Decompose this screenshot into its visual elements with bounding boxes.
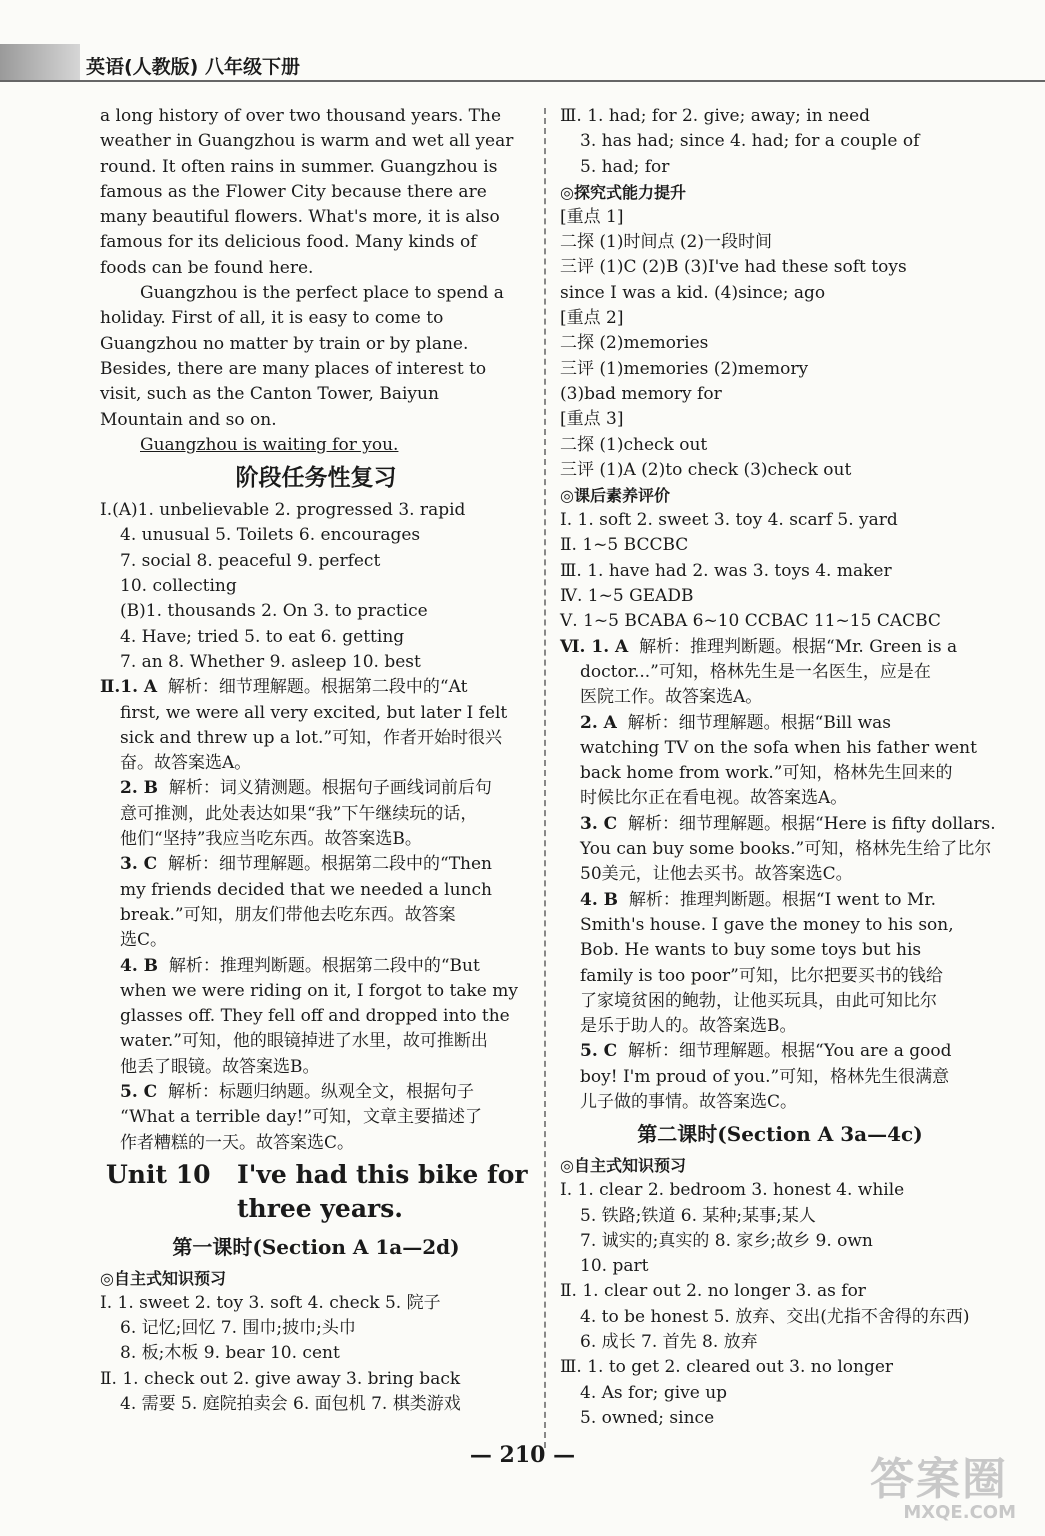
answer-line: [重点 2]: [560, 308, 624, 329]
analysis-text: 医院工作。故答案选A。: [580, 687, 763, 708]
analysis-text: 选C。: [120, 930, 168, 951]
story-passage: [100, 104, 532, 458]
unit-title: I've had this bike for: [237, 1159, 528, 1189]
analysis-text: glasses off. They fell off and dropped into the: [120, 1006, 510, 1027]
section-heading: ◎自主式知识预习: [560, 1156, 686, 1176]
right-column: [560, 104, 1000, 1431]
story-line: Guangzhou is the perfect place to spend a: [140, 283, 504, 304]
watermark-url: MXQE.COM: [903, 1502, 1016, 1523]
analysis-text: back home from work.”可知，格林先生回来的: [580, 763, 953, 784]
explore-answers: [560, 205, 1000, 483]
answer-line: Ⅱ. 1. check out 2. give away 3. bring back: [100, 1368, 461, 1389]
question-label: Ⅵ. 1. A: [560, 636, 629, 657]
answer-line: 10. collecting: [120, 576, 237, 597]
question-label: 2. A: [580, 712, 617, 733]
left-column: [100, 104, 532, 1417]
question-label: 5. C: [120, 1081, 158, 1102]
unit-heading: [100, 1156, 532, 1228]
answer-line: Ⅲ. 1. had; for 2. give; away; in need: [560, 106, 871, 126]
top-answers: [560, 104, 1000, 180]
analysis-text: sick and threw up a lot.”可知，作者开始时很兴: [120, 727, 503, 748]
answer-line: 7. an 8. Whether 9. asleep 10. best: [120, 651, 421, 672]
analysis-text: 是乐于助人的。故答案选B。: [580, 1016, 797, 1037]
unit-number: Unit 10: [106, 1159, 211, 1189]
section-heading: ◎自主式知识预习: [100, 1268, 226, 1288]
analysis-text: 作者糟糕的一天。故答案选C。: [120, 1132, 355, 1153]
analysis-text: 解析：词义猜测题。根据句子画线词前后句: [168, 778, 492, 799]
answer-line: 10. part: [580, 1256, 649, 1277]
analysis-text: 解析：细节理解题。根据“You are a good: [628, 1041, 952, 1062]
question-label: 3. C: [580, 813, 618, 834]
analysis-text: “What a terrible day!”可知，文章主要描述了: [120, 1107, 483, 1128]
header-title: 英语(人教版) 八年级下册: [86, 56, 300, 78]
answer-line: 6. 记忆;回忆 7. 围巾;披巾;头巾: [120, 1318, 356, 1339]
answer-line: Ⅰ. 1. sweet 2. toy 3. soft 4. check 5. 院子: [100, 1292, 441, 1313]
question-label: 4. B: [580, 889, 619, 910]
story-line: weather in Guangzhou is warm and wet all year: [100, 131, 514, 152]
story-line: famous as the Flower City because there are: [100, 181, 487, 202]
answer-line: Ⅰ. 1. clear 2. bedroom 3. honest 4. while: [560, 1180, 905, 1201]
analysis-text: 儿子做的事情。故答案选C。: [580, 1091, 798, 1112]
analysis-text: 解析：推理判断题。根据“Mr. Green is a: [639, 636, 958, 657]
analysis-text: 了家境贫困的鲍勃，让他买玩具，由此可知比尔: [580, 990, 937, 1011]
analysis-text: boy! I'm proud of you.”可知，格林先生很满意: [580, 1066, 950, 1087]
answer-line: Ⅱ. 1~5 BCCBC: [560, 535, 689, 556]
answer-line: 二探 (2)memories: [560, 333, 709, 354]
answer-line: 三评 (1)memories (2)memory: [560, 358, 809, 379]
analysis-block: [100, 675, 532, 1156]
analysis-text: doctor...”可知，格林先生是一名医生，应是在: [580, 661, 931, 682]
story-line: holiday. First of all, it is easy to come to: [100, 308, 444, 329]
analysis-text: 解析：推理判断题。根据第二段中的“But: [168, 955, 480, 976]
answer-line: (B)1. thousands 2. On 3. to practice: [120, 601, 428, 622]
analysis-text: Smith's house. I gave the money to his son,: [580, 914, 954, 935]
answer-line: 5. had; for: [580, 156, 670, 177]
answer-line: since I was a kid. (4)since; ago: [560, 282, 826, 303]
answer-line: 4. 需要 5. 庭院拍卖会 6. 面包机 7. 棋类游戏: [120, 1394, 461, 1415]
preview-answers: [560, 1178, 1000, 1431]
story-line: famous for its delicious food. Many kinds of: [100, 232, 477, 253]
analysis-text: when we were riding on it, I forgot to take my: [120, 980, 518, 1001]
analysis-text: 他丢了眼镜。故答案选B。: [120, 1056, 320, 1077]
header-rule: [0, 80, 1045, 82]
analysis-text: 解析：标题归纳题。纵观全文，根据句子: [168, 1081, 475, 1102]
question-label: Ⅱ.1. A: [100, 677, 158, 698]
answer-line: 4. to be honest 5. 放弃、交出(尤指不舍得的东西): [580, 1306, 970, 1327]
answer-line: 5. owned; since: [580, 1407, 715, 1428]
answer-line: [重点 1]: [560, 206, 624, 227]
story-closing-line: Guangzhou is waiting for you.: [140, 434, 399, 455]
question-label: 3. C: [120, 854, 158, 875]
review-answers: [100, 498, 532, 675]
analysis-text: 50美元，让他去买书。故答案选C。: [580, 864, 853, 885]
answer-line: Ⅲ. 1. to get 2. cleared out 3. no longer: [560, 1357, 894, 1378]
answer-line: 5. 铁路;铁道 6. 某种;某事;某人: [580, 1205, 816, 1226]
answer-line: Ⅴ. 1~5 BCABA 6~10 CCBAC 11~15 CACBC: [560, 611, 941, 632]
analysis-text: 解析：推理判断题。根据“I went to Mr.: [628, 889, 937, 910]
story-line: round. It often rains in summer. Guangzhou is: [100, 156, 498, 177]
lesson-title: 第二课时(Section A 3a—4c): [637, 1122, 923, 1147]
analysis-text: 奋。故答案选A。: [120, 753, 252, 774]
watermark-text: 答案圈: [870, 1454, 1008, 1505]
answer-line: 8. 板;木板 9. bear 10. cent: [120, 1343, 340, 1364]
story-line: a long history of over two thousand years. The: [100, 106, 502, 126]
unit-title: three years.: [237, 1193, 403, 1223]
answer-line: Ⅱ. 1. clear out 2. no longer 3. as for: [560, 1281, 866, 1302]
story-line: Mountain and so on.: [100, 409, 277, 430]
section-heading: ◎探究式能力提升: [560, 182, 686, 202]
answer-line: 3. has had; since 4. had; for a couple of: [580, 131, 920, 152]
question-label: 2. B: [120, 778, 159, 799]
review-title: 阶段任务性复习: [235, 464, 397, 492]
analysis-text: You can buy some books.”可知，格林先生给了比尔: [580, 839, 992, 860]
page-number: — 210 —: [469, 1442, 576, 1468]
question-label: 4. B: [120, 955, 159, 976]
analysis-text: 时候比尔正在看电视。故答案选A。: [580, 788, 848, 809]
story-line: Besides, there are many places of interest to: [100, 358, 487, 379]
answer-line: 7. 诚实的;真实的 8. 家乡;故乡 9. own: [580, 1230, 873, 1251]
analysis-text: 解析：细节理解题。根据“Here is fifty dollars.: [628, 813, 996, 834]
after-answers: [560, 508, 1000, 634]
answer-line: Ⅰ.(A)1. unbelievable 2. progressed 3. rapid: [100, 500, 466, 521]
analysis-text: 解析：细节理解题。根据“Bill was: [627, 712, 891, 733]
analysis-text: 解析：细节理解题。根据第二段中的“Then: [168, 854, 493, 875]
watermark-logo: [870, 1454, 1030, 1528]
story-line: foods can be found here.: [100, 257, 314, 278]
analysis-text: Bob. He wants to buy some toys but his: [580, 940, 922, 961]
answer-line: 三评 (1)A (2)to check (3)check out: [560, 459, 852, 480]
analysis-text: 他们“坚持”我应当吃东西。故答案选B。: [120, 829, 422, 850]
answer-line: (3)bad memory for: [560, 383, 722, 404]
analysis-text: first, we were all very excited, but later I felt: [120, 702, 508, 723]
header-bar: [0, 44, 80, 80]
analysis-text: watching TV on the sofa when his father went: [580, 737, 977, 758]
analysis-text: 解析：细节理解题。根据第二段中的“At: [167, 677, 468, 698]
story-line: Guangzhou no matter by train or by plane.: [100, 333, 469, 354]
question-label: 5. C: [580, 1041, 618, 1062]
story-line: many beautiful flowers. What's more, it is also: [100, 207, 500, 228]
analysis-text: family is too poor”可知，比尔把要买书的钱给: [580, 965, 943, 986]
analysis-text: my friends decided that we needed a lunch: [120, 879, 492, 900]
answer-line: 4. As for; give up: [580, 1382, 728, 1403]
analysis-block: [560, 635, 1000, 1116]
answer-line: 二探 (1)check out: [560, 434, 708, 455]
analysis-text: break.”可知，朋友们带他去吃东西。故答案: [120, 904, 456, 925]
answer-line: 7. social 8. peaceful 9. perfect: [120, 550, 381, 571]
lesson-title: 第一课时(Section A 1a—2d): [172, 1234, 460, 1259]
preview-answers: [100, 1291, 532, 1417]
analysis-text: 意可推测，此处表达如果“我”下午继续玩的话，: [120, 803, 478, 824]
answer-line: 4. Have; tried 5. to eat 6. getting: [120, 626, 405, 647]
story-line: visit, such as the Canton Tower, Baiyun: [100, 384, 439, 405]
column-divider: [544, 108, 546, 1448]
answer-line: Ⅰ. 1. soft 2. sweet 3. toy 4. scarf 5. yard: [560, 510, 898, 531]
answer-line: Ⅲ. 1. have had 2. was 3. toys 4. maker: [560, 560, 892, 581]
answer-line: [重点 3]: [560, 409, 624, 430]
section-heading: ◎课后素养评价: [560, 486, 670, 506]
answer-line: 4. unusual 5. Toilets 6. encourages: [120, 525, 421, 546]
answer-line: 三评 (1)C (2)B (3)I've had these soft toys: [560, 257, 907, 278]
answer-line: 6. 成长 7. 首先 8. 放弃: [580, 1332, 758, 1353]
answer-line: 二探 (1)时间点 (2)一段时间: [560, 232, 772, 253]
analysis-text: water.”可知，他的眼镜掉进了水里，故可推断出: [120, 1031, 488, 1052]
answer-line: Ⅳ. 1~5 GEADB: [560, 586, 694, 607]
